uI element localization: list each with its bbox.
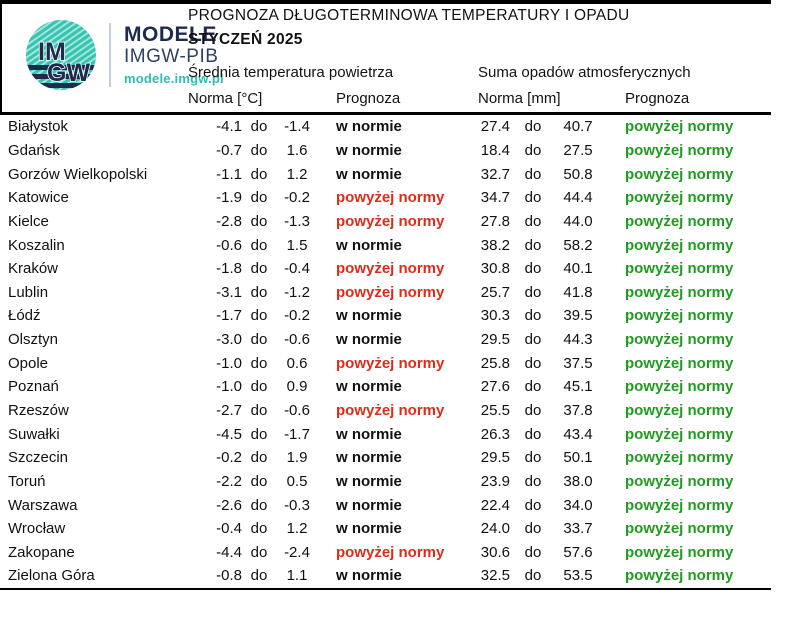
precip-norm-high: 40.1 xyxy=(563,260,593,278)
temp-norm-low: -4.5 xyxy=(216,425,242,443)
logo-brand-sub: IMGW-PIB xyxy=(124,45,219,67)
table-row xyxy=(0,115,771,139)
precip-norm-low: 25.5 xyxy=(480,402,510,419)
temp-norm-low: -4.1 xyxy=(216,118,242,136)
temp-norm-high: -0.4 xyxy=(284,260,310,278)
table-row xyxy=(0,470,771,494)
left-border-line xyxy=(0,0,2,114)
temp-forecast: w normie xyxy=(336,118,402,136)
table-row xyxy=(0,280,771,304)
precip-forecast: powyżej normy xyxy=(625,212,734,230)
city-name: Łódź xyxy=(8,307,41,325)
temp-forecast: powyżej normy xyxy=(336,212,445,230)
precip-forecast: powyżej normy xyxy=(625,283,734,301)
temp-do-label: do xyxy=(250,472,268,490)
temp-norm-low: -3.0 xyxy=(216,331,242,349)
precip-do-label: do xyxy=(524,496,542,514)
precip-norm-low: 29.5 xyxy=(480,331,510,349)
precip-norm-low: 26.3 xyxy=(480,425,510,443)
city-name: Zielona Góra xyxy=(8,567,95,585)
precip-do-label: do xyxy=(524,520,542,538)
temp-do-label: do xyxy=(250,567,268,585)
temp-forecast: powyżej normy xyxy=(336,402,445,419)
precip-do-label: do xyxy=(524,212,542,230)
table-row xyxy=(0,493,771,517)
precip-norm-high: 44.4 xyxy=(563,189,593,207)
temp-norm-high: 1.9 xyxy=(286,449,308,467)
temp-do-label: do xyxy=(250,425,268,443)
precip-forecast: powyżej normy xyxy=(625,425,734,443)
precip-forecast: powyżej normy xyxy=(625,331,734,349)
table-row xyxy=(0,162,771,186)
precip-forecast: powyżej normy xyxy=(625,402,734,419)
column-header-prognoza-precip: Prognoza xyxy=(625,90,690,107)
temp-do-label: do xyxy=(250,402,268,419)
temp-norm-high: -0.2 xyxy=(284,189,310,207)
temp-norm-low: -2.2 xyxy=(216,472,242,490)
precip-do-label: do xyxy=(524,283,542,301)
column-header-norma-mm: Norma [mm] xyxy=(478,90,561,107)
table-row xyxy=(0,541,771,565)
precip-do-label: do xyxy=(524,378,542,396)
temp-forecast: w normie xyxy=(336,236,402,254)
city-name: Lublin xyxy=(8,283,49,301)
temp-norm-high: 1.2 xyxy=(286,165,308,183)
precip-norm-low: 27.8 xyxy=(480,212,510,230)
precip-do-label: do xyxy=(524,118,542,136)
forecast-table xyxy=(0,115,771,588)
table-row xyxy=(0,186,771,210)
precip-forecast: powyżej normy xyxy=(625,260,734,278)
city-name: Kraków xyxy=(8,260,59,278)
temp-forecast: w normie xyxy=(336,165,402,183)
temp-norm-low: -1.0 xyxy=(216,378,242,396)
logo-letters-im: IM xyxy=(38,38,66,66)
precip-norm-high: 57.6 xyxy=(563,543,593,561)
precip-do-label: do xyxy=(524,189,542,207)
page-subtitle: STYCZEŃ 2025 xyxy=(188,31,303,48)
precip-norm-high: 37.8 xyxy=(563,402,593,419)
column-header-prognoza-temp: Prognoza xyxy=(336,90,401,107)
temp-forecast: powyżej normy xyxy=(336,283,445,301)
logo-url: modele.imgw.pl xyxy=(124,71,224,87)
precip-do-label: do xyxy=(524,331,542,349)
temp-norm-low: -0.8 xyxy=(216,567,242,585)
table-row xyxy=(0,210,771,234)
city-name: Suwałki xyxy=(8,425,60,443)
precip-norm-low: 25.8 xyxy=(480,354,510,372)
temp-do-label: do xyxy=(250,543,268,561)
precip-do-label: do xyxy=(524,425,542,443)
precip-norm-high: 50.1 xyxy=(563,449,593,467)
precip-do-label: do xyxy=(524,567,542,585)
temp-norm-low: -0.6 xyxy=(216,236,242,254)
precip-do-label: do xyxy=(524,141,542,159)
temp-norm-high: -1.4 xyxy=(284,118,310,136)
precip-norm-high: 44.0 xyxy=(563,212,593,230)
city-name: Wrocław xyxy=(8,520,66,538)
city-name: Gorzów Wielkopolski xyxy=(8,165,148,183)
precip-forecast: powyżej normy xyxy=(625,236,734,254)
temp-forecast: w normie xyxy=(336,567,402,585)
precip-norm-high: 43.4 xyxy=(563,425,593,443)
city-name: Białystok xyxy=(8,118,69,136)
precip-norm-low: 18.4 xyxy=(480,141,510,159)
precip-norm-high: 39.5 xyxy=(563,307,593,325)
top-border-line xyxy=(0,0,771,4)
precip-forecast: powyżej normy xyxy=(625,567,734,585)
precip-norm-low: 22.4 xyxy=(480,496,510,514)
temp-norm-low: -1.0 xyxy=(216,354,242,372)
temp-forecast: w normie xyxy=(336,331,402,349)
table-row xyxy=(0,564,771,588)
city-name: Warszawa xyxy=(8,496,78,514)
temp-norm-low: -0.7 xyxy=(216,141,242,159)
table-row xyxy=(0,446,771,470)
precip-do-label: do xyxy=(524,543,542,561)
column-header-norma-c: Norma [°C] xyxy=(188,90,263,107)
temp-do-label: do xyxy=(250,236,268,254)
temp-do-label: do xyxy=(250,307,268,325)
city-name: Kielce xyxy=(8,212,49,230)
precip-forecast: powyżej normy xyxy=(625,141,734,159)
precip-norm-low: 38.2 xyxy=(480,236,510,254)
temp-forecast: w normie xyxy=(336,520,402,538)
precip-norm-low: 27.4 xyxy=(480,118,510,136)
precip-norm-high: 53.5 xyxy=(563,567,593,585)
precip-norm-high: 41.8 xyxy=(563,283,593,301)
precip-norm-low: 32.5 xyxy=(480,567,510,585)
temp-norm-low: -1.9 xyxy=(216,189,242,207)
imgw-globe-icon xyxy=(26,20,96,90)
temp-forecast: w normie xyxy=(336,141,402,159)
precip-norm-low: 30.6 xyxy=(480,543,510,561)
precip-norm-high: 44.3 xyxy=(563,331,593,349)
precip-norm-high: 58.2 xyxy=(563,236,593,254)
logo-brand: MODELE xyxy=(124,22,217,46)
precip-norm-high: 38.0 xyxy=(563,472,593,490)
temp-do-label: do xyxy=(250,496,268,514)
temp-forecast: w normie xyxy=(336,496,402,514)
table-row xyxy=(0,257,771,281)
page-title: PROGNOZA DŁUGOTERMINOWA TEMPERATURY I OPADU xyxy=(188,7,630,24)
precip-norm-high: 40.7 xyxy=(563,118,593,136)
temp-norm-high: -0.3 xyxy=(284,496,310,514)
precip-do-label: do xyxy=(524,165,542,183)
table-row xyxy=(0,399,771,423)
table-row xyxy=(0,139,771,163)
temp-norm-high: -1.7 xyxy=(284,425,310,443)
precip-norm-high: 27.5 xyxy=(563,141,593,159)
precip-forecast: powyżej normy xyxy=(625,472,734,490)
temp-do-label: do xyxy=(250,378,268,396)
temp-forecast: w normie xyxy=(336,378,402,396)
precip-norm-low: 27.6 xyxy=(480,378,510,396)
temp-norm-low: -0.4 xyxy=(216,520,242,538)
city-name: Zakopane xyxy=(8,543,75,561)
temp-norm-high: 1.6 xyxy=(286,141,308,159)
temp-forecast: powyżej normy xyxy=(336,354,445,372)
precip-do-label: do xyxy=(524,449,542,467)
table-row xyxy=(0,422,771,446)
temp-do-label: do xyxy=(250,118,268,136)
temp-forecast: w normie xyxy=(336,425,402,443)
temp-norm-low: -1.7 xyxy=(216,307,242,325)
table-row xyxy=(0,304,771,328)
precip-do-label: do xyxy=(524,260,542,278)
precip-norm-high: 45.1 xyxy=(563,378,593,396)
section-header-temperature: Średnia temperatura powietrza xyxy=(188,64,394,81)
bottom-border-line xyxy=(0,588,771,590)
temp-norm-high: -2.4 xyxy=(284,543,310,561)
section-header-precipitation: Suma opadów atmosferycznych xyxy=(478,64,691,81)
temp-norm-high: 0.5 xyxy=(286,472,308,490)
city-name: Toruń xyxy=(8,472,46,490)
temp-norm-high: 1.5 xyxy=(286,236,308,254)
precip-norm-low: 30.3 xyxy=(480,307,510,325)
temp-forecast: w normie xyxy=(336,472,402,490)
temp-do-label: do xyxy=(250,520,268,538)
table-row xyxy=(0,375,771,399)
precip-forecast: powyżej normy xyxy=(625,543,734,561)
table-row xyxy=(0,233,771,257)
precip-norm-low: 23.9 xyxy=(480,472,510,490)
city-name: Koszalin xyxy=(8,236,65,254)
temp-forecast: powyżej normy xyxy=(336,543,445,561)
precip-forecast: powyżej normy xyxy=(625,354,734,372)
city-name: Poznań xyxy=(8,378,59,396)
precip-forecast: powyżej normy xyxy=(625,378,734,396)
city-name: Olsztyn xyxy=(8,331,59,349)
precip-norm-low: 24.0 xyxy=(480,520,510,538)
city-name: Gdańsk xyxy=(8,141,60,159)
precip-do-label: do xyxy=(524,354,542,372)
precip-forecast: powyżej normy xyxy=(625,449,734,467)
temp-do-label: do xyxy=(250,354,268,372)
table-row xyxy=(0,328,771,352)
temp-norm-high: -1.3 xyxy=(284,212,310,230)
precip-forecast: powyżej normy xyxy=(625,307,734,325)
temp-norm-low: -3.1 xyxy=(216,283,242,301)
precip-norm-low: 32.7 xyxy=(480,165,510,183)
temp-norm-high: -0.6 xyxy=(284,402,310,419)
temp-do-label: do xyxy=(250,189,268,207)
logo-letters-gw: GW xyxy=(47,59,91,87)
precip-norm-low: 30.8 xyxy=(480,260,510,278)
temp-forecast: powyżej normy xyxy=(336,260,445,278)
precip-do-label: do xyxy=(524,402,542,419)
temp-forecast: w normie xyxy=(336,307,402,325)
precip-forecast: powyżej normy xyxy=(625,165,734,183)
temp-do-label: do xyxy=(250,165,268,183)
temp-norm-low: -1.1 xyxy=(216,165,242,183)
temp-norm-low: -4.4 xyxy=(216,543,242,561)
city-name: Rzeszów xyxy=(8,402,69,419)
precip-norm-high: 33.7 xyxy=(563,520,593,538)
precip-forecast: powyżej normy xyxy=(625,520,734,538)
city-name: Szczecin xyxy=(8,449,69,467)
temp-norm-high: 1.1 xyxy=(286,567,308,585)
temp-norm-high: -1.2 xyxy=(284,283,310,301)
temp-do-label: do xyxy=(250,260,268,278)
temp-norm-high: 0.9 xyxy=(286,378,308,396)
temp-do-label: do xyxy=(250,212,268,230)
temp-norm-high: 0.6 xyxy=(286,354,308,372)
temp-do-label: do xyxy=(250,283,268,301)
temp-forecast: powyżej normy xyxy=(336,189,445,207)
temp-norm-low: -0.2 xyxy=(216,449,242,467)
precip-forecast: powyżej normy xyxy=(625,189,734,207)
precip-norm-high: 37.5 xyxy=(563,354,593,372)
precip-do-label: do xyxy=(524,472,542,490)
temp-norm-low: -2.7 xyxy=(216,402,242,419)
temp-norm-high: 1.2 xyxy=(286,520,308,538)
temp-do-label: do xyxy=(250,331,268,349)
temp-norm-low: -2.8 xyxy=(216,212,242,230)
temp-do-label: do xyxy=(250,141,268,159)
temp-forecast: w normie xyxy=(336,449,402,467)
precip-norm-low: 29.5 xyxy=(480,449,510,467)
table-row xyxy=(0,517,771,541)
temp-norm-high: -0.2 xyxy=(284,307,310,325)
table-row xyxy=(0,351,771,375)
logo-divider xyxy=(109,23,111,87)
precip-do-label: do xyxy=(524,307,542,325)
temp-norm-low: -1.8 xyxy=(216,260,242,278)
city-name: Opole xyxy=(8,354,49,372)
precip-norm-low: 34.7 xyxy=(480,189,510,207)
precip-norm-low: 25.7 xyxy=(480,283,510,301)
precip-do-label: do xyxy=(524,236,542,254)
temp-do-label: do xyxy=(250,449,268,467)
temp-norm-high: -0.6 xyxy=(284,331,310,349)
precip-norm-high: 50.8 xyxy=(563,165,593,183)
city-name: Katowice xyxy=(8,189,69,207)
precip-forecast: powyżej normy xyxy=(625,496,734,514)
precip-forecast: powyżej normy xyxy=(625,118,734,136)
precip-norm-high: 34.0 xyxy=(563,496,593,514)
temp-norm-low: -2.6 xyxy=(216,496,242,514)
